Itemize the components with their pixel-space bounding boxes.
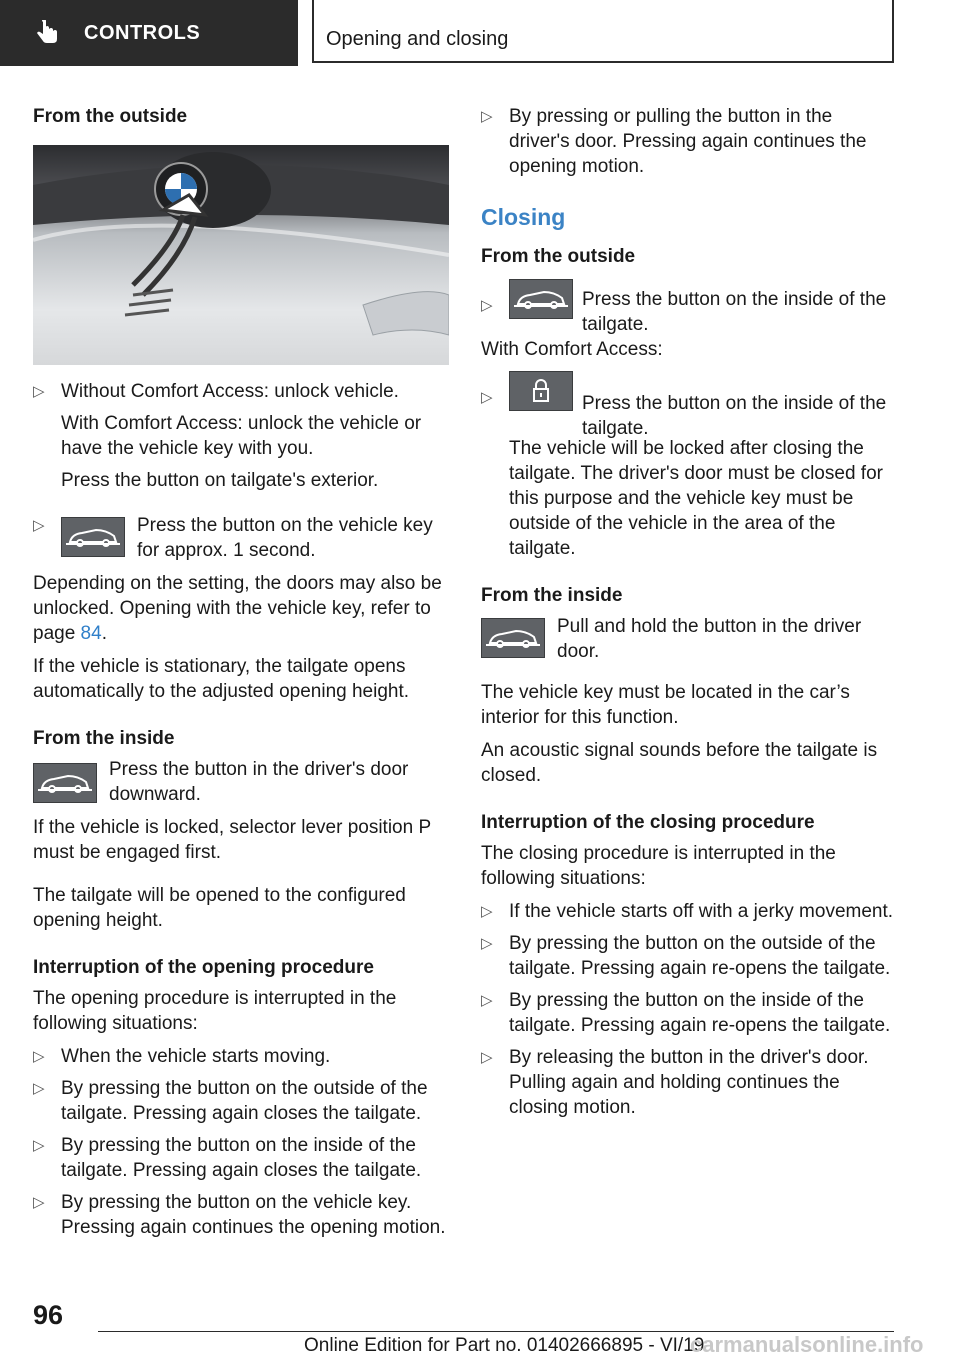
list-item: ▷ By pressing the button on the outside of the tailgate. Pressing again closes the tailgate. xyxy=(33,1078,428,1124)
triangle-bullet-icon: ▷ xyxy=(33,1137,45,1154)
bullet-text: Press the button on the inside of the tailgate. xyxy=(582,393,887,439)
list-item: ▷ By pressing the button on the inside of the tailgate. Pressing again re-opens the tailgate. xyxy=(481,990,891,1036)
triangle-bullet-icon: ▷ xyxy=(33,1194,45,1211)
bullet-text: Without Comfort Access: unlock vehicle. xyxy=(61,381,399,402)
paragraph: Pull and hold the button in the driver door. xyxy=(557,616,862,662)
list-item: ▷ If the vehicle starts off with a jerky movement. xyxy=(481,901,894,922)
paragraph: The opening procedure is interrupted in the following situations: xyxy=(33,988,397,1034)
watermark: carmanualsonline.info xyxy=(690,1332,924,1357)
list-item xyxy=(33,379,449,493)
bullet-text: With Comfort Access: unlock the vehicle or have the vehicle key with you. xyxy=(61,413,422,459)
triangle-bullet-icon: ▷ xyxy=(33,383,45,400)
page-link[interactable]: 84 xyxy=(80,623,102,644)
heading-from-outside: From the outside xyxy=(481,246,636,267)
car-tailgate-icon xyxy=(481,618,545,658)
paragraph: Press the button in the driver's door downward. xyxy=(109,759,409,805)
triangle-bullet-icon: ▷ xyxy=(481,1049,493,1066)
chapter-header xyxy=(312,0,894,63)
tailgate-photo xyxy=(33,145,449,365)
paragraph: The tailgate will be opened to the configured opening height. xyxy=(33,885,406,931)
list-item: ▷ By pressing the button on the inside of the tailgate. Pressing again closes the tailgate. xyxy=(33,1135,422,1181)
triangle-bullet-icon: ▷ xyxy=(33,1080,45,1097)
bullet-text: The vehicle will be locked after closing the tailgate. The driver's door must be closed for this purpose and the vehicle key must be outside of the vehicle in the area of the tailgate. xyxy=(509,438,883,559)
left-column xyxy=(33,104,449,1240)
list-item xyxy=(481,279,895,335)
heading-interrupt-opening: Interruption of the opening procedure xyxy=(33,957,374,978)
hand-pointer-icon xyxy=(34,20,60,46)
paragraph: With Comfort Access: xyxy=(481,339,663,360)
list-item xyxy=(33,513,449,563)
triangle-bullet-icon: ▷ xyxy=(33,517,45,534)
list-item: ▷ When the vehicle starts moving. xyxy=(33,1046,331,1067)
heading-closing: Closing xyxy=(481,204,566,230)
list-item: ▷ By pressing the button on the vehicle key. Pressing again continues the opening motion. xyxy=(33,1192,446,1238)
triangle-bullet-icon: ▷ xyxy=(33,1048,45,1065)
list-item: ▷ By releasing the button in the driver's door. Pulling again and holding continues the closing motion. xyxy=(481,1047,869,1118)
car-tailgate-icon xyxy=(33,763,97,803)
heading-interrupt-closing: Interruption of the closing procedure xyxy=(481,812,815,833)
bullet-text: Press the button on the vehicle key for approx. 1 second. xyxy=(137,515,433,561)
triangle-bullet-icon: ▷ xyxy=(481,108,493,125)
paragraph: If the vehicle is stationary, the tailgate opens automatically to the adjusted opening height. xyxy=(33,656,410,702)
bullet-text: Press the button on the inside of the tailgate. xyxy=(582,289,887,335)
lock-icon xyxy=(509,371,573,411)
paragraph: The vehicle key must be located in the car’s interior for this function. xyxy=(481,682,850,728)
triangle-bullet-icon: ▷ xyxy=(481,389,493,406)
car-tailgate-icon xyxy=(509,279,573,319)
car-tailgate-icon xyxy=(61,517,125,557)
page-number: 96 xyxy=(33,1300,64,1330)
list-item: ▷ By pressing the button on the outside of the tailgate. Pressing again re-opens the tailgate. xyxy=(481,933,891,979)
triangle-bullet-icon: ▷ xyxy=(481,992,493,1009)
paragraph: The closing procedure is interrupted in the following situations: xyxy=(481,843,836,889)
section-tab xyxy=(0,0,298,66)
paragraph: Depending on the setting, the doors may also be unlocked. Opening with the vehicle key, refer to page 84. xyxy=(33,573,442,644)
bullet-text: Press the button on tailgate's exterior. xyxy=(61,470,379,491)
paragraph: An acoustic signal sounds before the tailgate is closed. xyxy=(481,740,878,786)
triangle-bullet-icon: ▷ xyxy=(481,297,493,314)
heading-from-outside: From the outside xyxy=(33,106,188,127)
list-item xyxy=(481,371,895,561)
footer-edition: Online Edition for Part no. 01402666895 - VI/19 xyxy=(304,1335,705,1356)
list-item: ▷ By pressing or pulling the button in the driver's door. Pressing again continues the opening motion. xyxy=(481,106,867,177)
chapter-title: Opening and closing xyxy=(326,28,509,50)
section-label: CONTROLS xyxy=(84,21,201,44)
heading-from-inside: From the inside xyxy=(481,585,623,606)
triangle-bullet-icon: ▷ xyxy=(481,903,493,920)
right-column xyxy=(481,104,895,1120)
paragraph: If the vehicle is locked, selector lever position P must be engaged first. xyxy=(33,817,431,863)
triangle-bullet-icon: ▷ xyxy=(481,935,493,952)
heading-from-inside: From the inside xyxy=(33,728,175,749)
